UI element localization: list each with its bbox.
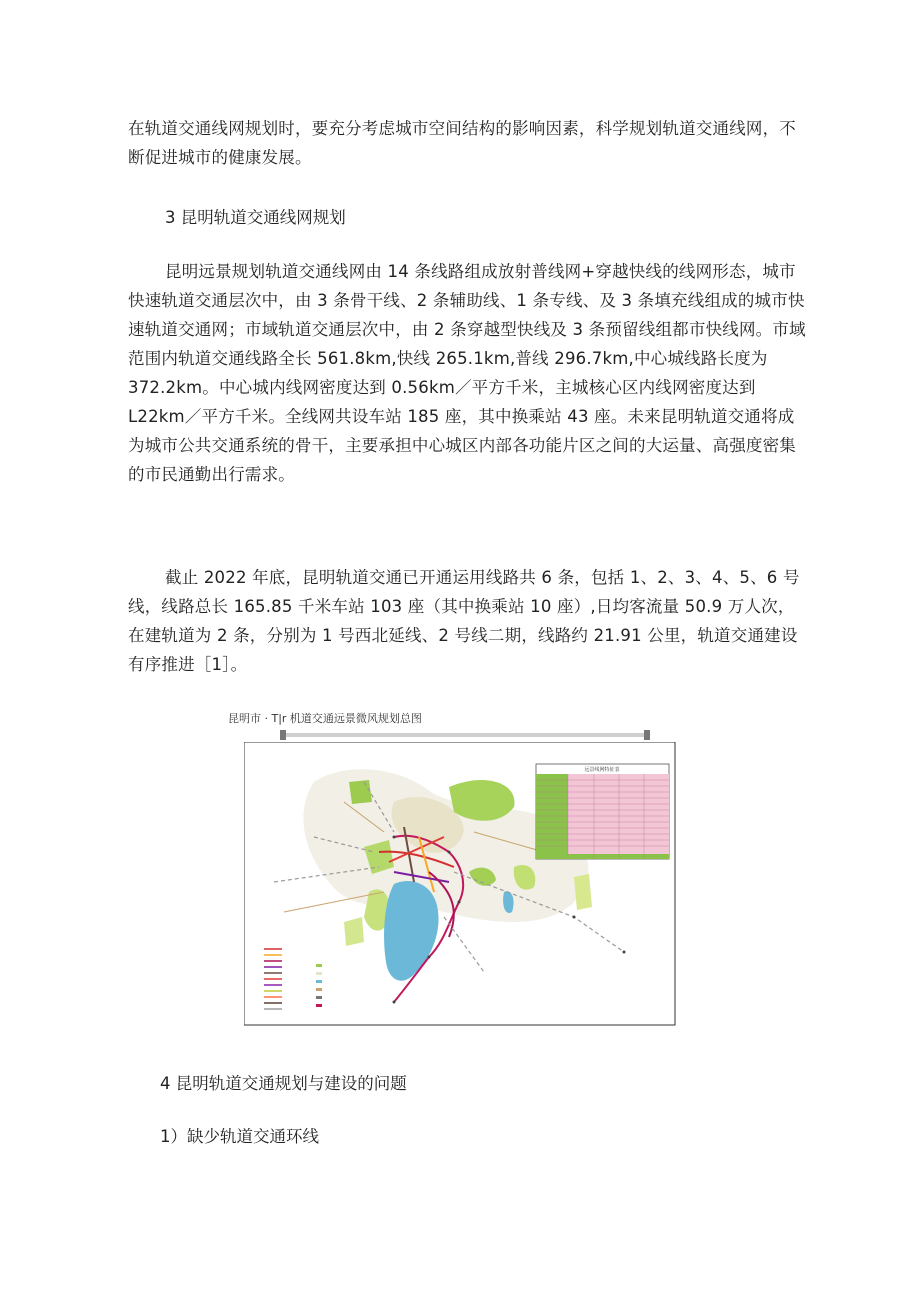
- green-area: [344, 917, 364, 946]
- intro-paragraph: 在轨道交通线网规划时，要充分考虑城市空间结构的影响因素，科学规划轨道交通线网，不断促进城市的健康发展。: [128, 119, 796, 167]
- green-area: [349, 780, 372, 804]
- network-features-table: [536, 764, 669, 859]
- section-3-paragraph-1: 昆明远景规划轨道交通线网由 14 条线路组成放射普线网+穿越快线的线网形态，城市快速轨道交通层次中，由 3 条骨干线、2 条辅助线、1 条专线、及 3 条填充线组成的城市快速轨道交通网；市域轨道交通层次中，由 2 条穿越型快线及 3 条预留线组都市快线网。市域范围内轨道交通线路全长 561.8km,快线 265.1km,普线 296.7km,中心城线路长度为 372.2km。中心城内线网密度达到 0.56km／平方千米，主城核心区内线网密度达到 L22km／平方千米。全线网共设车站 185 座，其中换乘站 43 座。未来昆明轨道交通将成为城市公共交通系统的骨干，主要承担中心城区内部各功能片区之间的大运量、高强度密集的市民通勤出行需求。: [128, 262, 806, 484]
- section-4-sub-1: 1）缺少轨道交通环线: [160, 1127, 319, 1146]
- features-table-caption: 远景线网特征表: [584, 767, 620, 773]
- green-area: [574, 874, 592, 910]
- map-body: [244, 742, 676, 1026]
- green-area: [449, 780, 514, 821]
- section-3-heading: 3 昆明轨道交通线网规划: [165, 208, 346, 227]
- rail-network-map-figure: [228, 710, 678, 1028]
- section-3-paragraph-2: 截止 2022 年底，昆明轨道交通已开通运用线路共 6 条，包括 1、2、3、4、5、6 号线，线路总长 165.85 千米车站 103 座（其中换乘站 10 座）,日均客流量 50.9 万人次，在建轨道为 2 条，分别为 1 号西北延线、2 号线二期，线路约 21.91 公里，轨道交通建设有序推进［1］。: [128, 568, 800, 674]
- map-title: 昆明市 · T|r 机道交通远景微风规划总图: [228, 712, 422, 725]
- section-4-heading: 4 昆明轨道交通规划与建设的问题: [160, 1074, 407, 1093]
- map-title-bar: [280, 730, 650, 740]
